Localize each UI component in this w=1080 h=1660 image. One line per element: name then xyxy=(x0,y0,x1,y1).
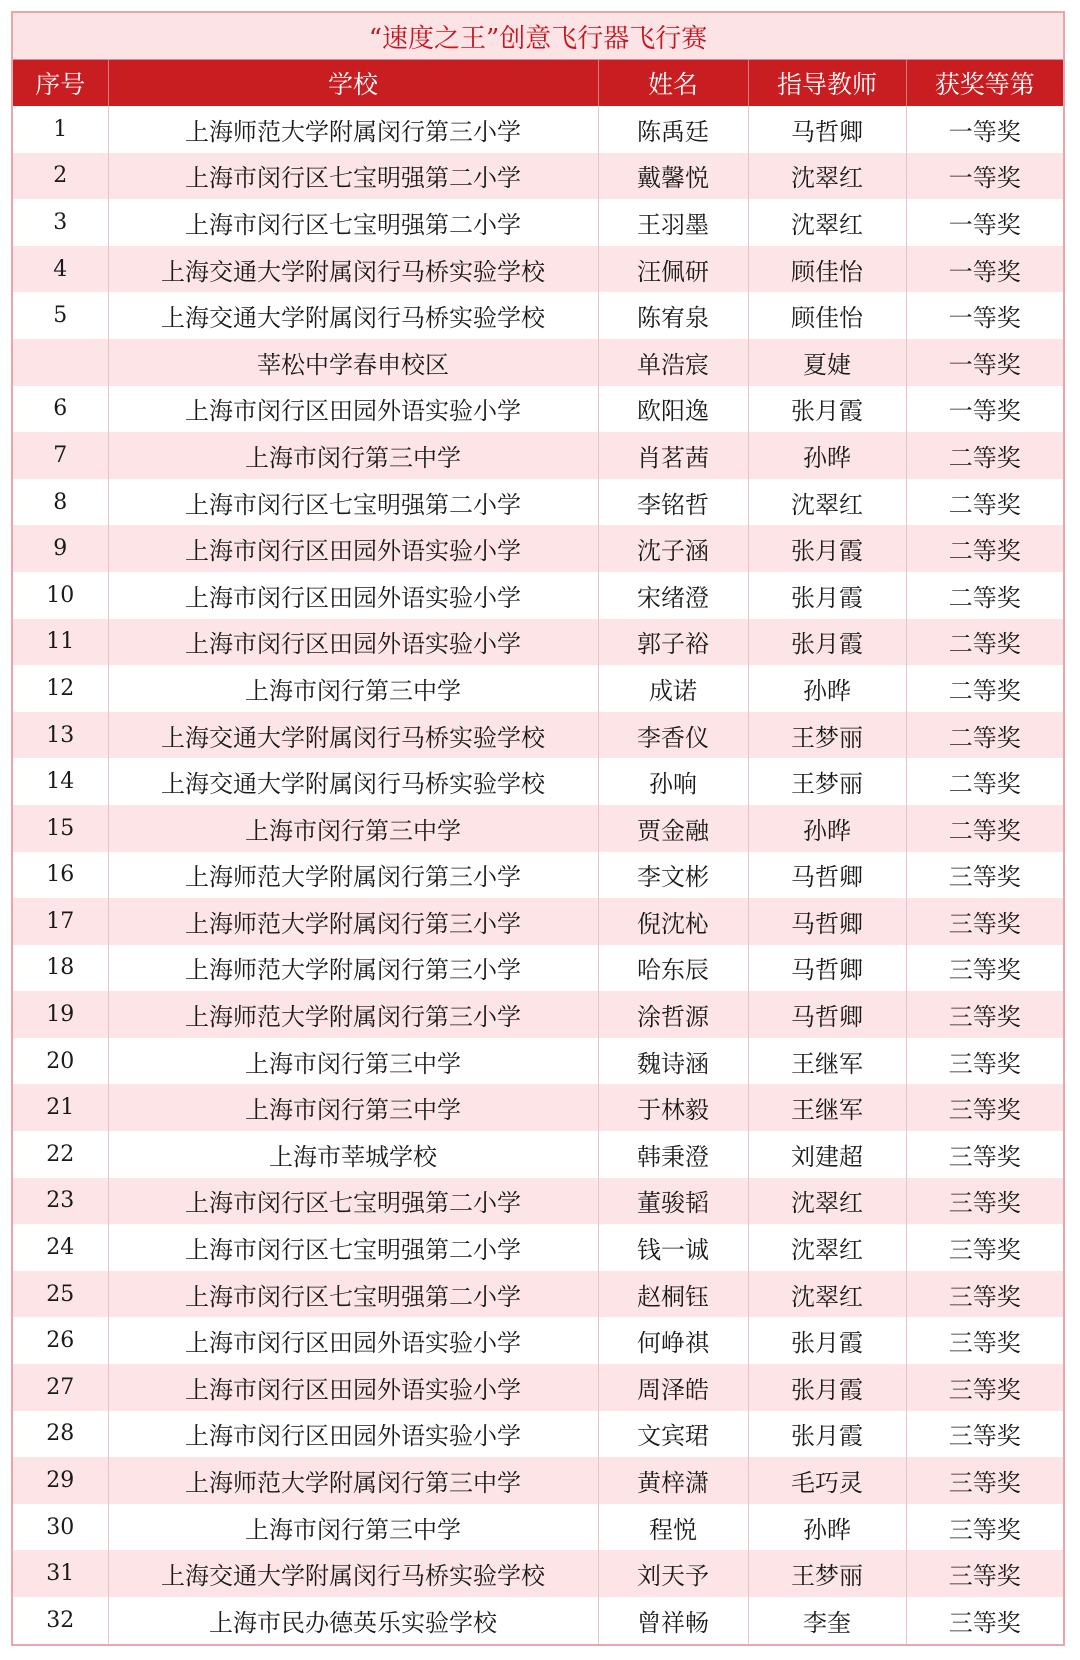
cell-school: 上海市闵行区七宝明强第二小学 xyxy=(108,153,598,200)
cell-seq: 4 xyxy=(12,246,108,293)
cell-seq: 3 xyxy=(12,199,108,246)
cell-award: 二等奖 xyxy=(906,758,1064,805)
table-row xyxy=(12,665,1064,712)
cell-school: 上海市闵行区田园外语实验小学 xyxy=(108,1317,598,1364)
cell-award: 二等奖 xyxy=(906,525,1064,572)
cell-seq: 32 xyxy=(12,1597,108,1645)
cell-seq: 21 xyxy=(12,1084,108,1131)
table-title: “速度之王”创意飞行器飞行赛 xyxy=(12,12,1064,60)
table-row xyxy=(12,339,1064,386)
cell-school: 上海师范大学附属闵行第三小学 xyxy=(108,898,598,945)
cell-school: 上海市莘城学校 xyxy=(108,1131,598,1178)
cell-award: 三等奖 xyxy=(906,1317,1064,1364)
cell-school: 上海市闵行区七宝明强第二小学 xyxy=(108,1178,598,1225)
cell-teacher: 马哲卿 xyxy=(748,106,906,153)
cell-student-name: 韩秉澄 xyxy=(598,1131,748,1178)
cell-teacher: 沈翠红 xyxy=(748,479,906,526)
cell-teacher: 张月霞 xyxy=(748,1364,906,1411)
cell-award: 一等奖 xyxy=(906,386,1064,433)
table-row xyxy=(12,712,1064,759)
header-row xyxy=(12,60,1064,107)
cell-student-name: 孙响 xyxy=(598,758,748,805)
cell-school: 上海市闵行第三中学 xyxy=(108,665,598,712)
cell-seq: 27 xyxy=(12,1364,108,1411)
table-row xyxy=(12,898,1064,945)
cell-award: 一等奖 xyxy=(906,199,1064,246)
table-row xyxy=(12,1271,1064,1318)
cell-award: 三等奖 xyxy=(906,1364,1064,1411)
cell-award: 三等奖 xyxy=(906,852,1064,899)
cell-teacher: 李奎 xyxy=(748,1597,906,1645)
cell-school: 上海市闵行区田园外语实验小学 xyxy=(108,386,598,433)
header-award: 获奖等第 xyxy=(906,60,1064,107)
header-teacher: 指导教师 xyxy=(748,60,906,107)
table-row xyxy=(12,525,1064,572)
cell-award: 三等奖 xyxy=(906,1597,1064,1645)
table-row xyxy=(12,1504,1064,1551)
cell-student-name: 哈东辰 xyxy=(598,945,748,992)
cell-student-name: 倪沈杺 xyxy=(598,898,748,945)
cell-seq: 12 xyxy=(12,665,108,712)
cell-seq: 30 xyxy=(12,1504,108,1551)
cell-student-name: 戴馨悦 xyxy=(598,153,748,200)
cell-school: 上海市民办德英乐实验学校 xyxy=(108,1597,598,1645)
cell-teacher: 张月霞 xyxy=(748,1411,906,1458)
cell-seq: 17 xyxy=(12,898,108,945)
cell-teacher: 马哲卿 xyxy=(748,945,906,992)
cell-school: 上海市闵行第三中学 xyxy=(108,432,598,479)
cell-teacher: 王梦丽 xyxy=(748,1550,906,1597)
cell-seq: 22 xyxy=(12,1131,108,1178)
cell-seq: 20 xyxy=(12,1038,108,1085)
table-row xyxy=(12,1224,1064,1271)
cell-student-name: 成诺 xyxy=(598,665,748,712)
cell-school: 上海师范大学附属闵行第三小学 xyxy=(108,106,598,153)
cell-student-name: 何峥祺 xyxy=(598,1317,748,1364)
cell-school: 上海师范大学附属闵行第三小学 xyxy=(108,945,598,992)
cell-award: 二等奖 xyxy=(906,712,1064,759)
table-row xyxy=(12,199,1064,246)
cell-teacher: 张月霞 xyxy=(748,572,906,619)
table-row xyxy=(12,991,1064,1038)
cell-award: 一等奖 xyxy=(906,153,1064,200)
cell-student-name: 李香仪 xyxy=(598,712,748,759)
cell-seq: 13 xyxy=(12,712,108,759)
cell-award: 三等奖 xyxy=(906,1038,1064,1085)
cell-teacher: 刘建超 xyxy=(748,1131,906,1178)
cell-teacher: 王梦丽 xyxy=(748,758,906,805)
cell-award: 二等奖 xyxy=(906,479,1064,526)
cell-school: 上海师范大学附属闵行第三小学 xyxy=(108,991,598,1038)
cell-student-name: 李文彬 xyxy=(598,852,748,899)
cell-student-name: 王羽墨 xyxy=(598,199,748,246)
table-row xyxy=(12,479,1064,526)
table-row xyxy=(12,619,1064,666)
cell-student-name: 董骏韬 xyxy=(598,1178,748,1225)
table-row xyxy=(12,805,1064,852)
cell-teacher: 王继军 xyxy=(748,1038,906,1085)
cell-teacher: 马哲卿 xyxy=(748,991,906,1038)
cell-school: 上海市闵行区七宝明强第二小学 xyxy=(108,1224,598,1271)
cell-award: 二等奖 xyxy=(906,432,1064,479)
table-row xyxy=(12,432,1064,479)
cell-award: 一等奖 xyxy=(906,339,1064,386)
cell-teacher: 孙晔 xyxy=(748,1504,906,1551)
table-row xyxy=(12,1364,1064,1411)
cell-teacher: 沈翠红 xyxy=(748,1224,906,1271)
cell-seq: 29 xyxy=(12,1457,108,1504)
table-row xyxy=(12,758,1064,805)
cell-school: 上海市闵行第三中学 xyxy=(108,1084,598,1131)
cell-teacher: 张月霞 xyxy=(748,619,906,666)
cell-teacher: 毛巧灵 xyxy=(748,1457,906,1504)
cell-seq: 24 xyxy=(12,1224,108,1271)
cell-seq: 9 xyxy=(12,525,108,572)
table-row xyxy=(12,1457,1064,1504)
cell-student-name: 沈子涵 xyxy=(598,525,748,572)
table-row xyxy=(12,852,1064,899)
cell-student-name: 李铭哲 xyxy=(598,479,748,526)
cell-award: 三等奖 xyxy=(906,1457,1064,1504)
cell-school: 上海市闵行区田园外语实验小学 xyxy=(108,525,598,572)
table-body xyxy=(12,106,1064,1645)
cell-award: 二等奖 xyxy=(906,572,1064,619)
cell-student-name: 赵桐钰 xyxy=(598,1271,748,1318)
cell-seq: 19 xyxy=(12,991,108,1038)
cell-award: 三等奖 xyxy=(906,1178,1064,1225)
table-row xyxy=(12,1084,1064,1131)
table-row xyxy=(12,153,1064,200)
cell-seq: 5 xyxy=(12,292,108,339)
cell-student-name: 涂哲源 xyxy=(598,991,748,1038)
cell-award: 一等奖 xyxy=(906,106,1064,153)
table-row xyxy=(12,1317,1064,1364)
cell-school: 上海交通大学附属闵行马桥实验学校 xyxy=(108,758,598,805)
cell-school: 上海师范大学附属闵行第三中学 xyxy=(108,1457,598,1504)
cell-student-name: 刘天予 xyxy=(598,1550,748,1597)
cell-award: 二等奖 xyxy=(906,619,1064,666)
cell-award: 三等奖 xyxy=(906,1131,1064,1178)
cell-school: 上海市闵行区田园外语实验小学 xyxy=(108,1364,598,1411)
cell-teacher: 张月霞 xyxy=(748,386,906,433)
cell-seq: 6 xyxy=(12,386,108,433)
table-row xyxy=(12,106,1064,153)
table-row xyxy=(12,246,1064,293)
cell-seq: 11 xyxy=(12,619,108,666)
cell-teacher: 沈翠红 xyxy=(748,1178,906,1225)
cell-seq: 7 xyxy=(12,432,108,479)
award-table xyxy=(11,11,1065,1646)
cell-award: 三等奖 xyxy=(906,1271,1064,1318)
cell-student-name: 欧阳逸 xyxy=(598,386,748,433)
cell-student-name: 黄梓潇 xyxy=(598,1457,748,1504)
cell-school: 上海市闵行区七宝明强第二小学 xyxy=(108,199,598,246)
cell-teacher: 孙晔 xyxy=(748,805,906,852)
cell-award: 三等奖 xyxy=(906,1084,1064,1131)
cell-school: 上海市闵行第三中学 xyxy=(108,1504,598,1551)
award-list-sheet xyxy=(11,11,1063,1646)
cell-seq: 23 xyxy=(12,1178,108,1225)
cell-teacher: 孙晔 xyxy=(748,665,906,712)
title-row xyxy=(12,12,1064,60)
cell-teacher: 沈翠红 xyxy=(748,153,906,200)
cell-school: 上海市闵行区七宝明强第二小学 xyxy=(108,1271,598,1318)
cell-award: 三等奖 xyxy=(906,945,1064,992)
cell-award: 一等奖 xyxy=(906,246,1064,293)
cell-student-name: 陈宥泉 xyxy=(598,292,748,339)
cell-award: 一等奖 xyxy=(906,292,1064,339)
cell-student-name: 陈禹廷 xyxy=(598,106,748,153)
table-row xyxy=(12,1178,1064,1225)
cell-school: 上海交通大学附属闵行马桥实验学校 xyxy=(108,292,598,339)
cell-student-name: 汪佩研 xyxy=(598,246,748,293)
header-name: 姓名 xyxy=(598,60,748,107)
cell-school: 上海师范大学附属闵行第三小学 xyxy=(108,852,598,899)
cell-seq: 26 xyxy=(12,1317,108,1364)
cell-student-name: 文宾珺 xyxy=(598,1411,748,1458)
header-school: 学校 xyxy=(108,60,598,107)
cell-seq: 25 xyxy=(12,1271,108,1318)
cell-award: 三等奖 xyxy=(906,1224,1064,1271)
cell-teacher: 沈翠红 xyxy=(748,199,906,246)
cell-student-name: 宋绪澄 xyxy=(598,572,748,619)
table-row xyxy=(12,1038,1064,1085)
cell-award: 三等奖 xyxy=(906,1411,1064,1458)
cell-teacher: 马哲卿 xyxy=(748,898,906,945)
cell-student-name: 钱一诚 xyxy=(598,1224,748,1271)
cell-student-name: 肖茗茜 xyxy=(598,432,748,479)
cell-seq: 10 xyxy=(12,572,108,619)
cell-student-name: 周泽皓 xyxy=(598,1364,748,1411)
cell-student-name: 于林毅 xyxy=(598,1084,748,1131)
cell-teacher: 马哲卿 xyxy=(748,852,906,899)
cell-teacher: 顾佳怡 xyxy=(748,246,906,293)
cell-award: 二等奖 xyxy=(906,665,1064,712)
cell-school: 上海交通大学附属闵行马桥实验学校 xyxy=(108,1550,598,1597)
cell-seq: 15 xyxy=(12,805,108,852)
cell-award: 三等奖 xyxy=(906,1504,1064,1551)
cell-school: 上海市闵行区田园外语实验小学 xyxy=(108,619,598,666)
cell-teacher: 张月霞 xyxy=(748,525,906,572)
cell-student-name: 魏诗涵 xyxy=(598,1038,748,1085)
header-seq: 序号 xyxy=(12,60,108,107)
cell-award: 三等奖 xyxy=(906,898,1064,945)
table-row xyxy=(12,1131,1064,1178)
cell-teacher: 张月霞 xyxy=(748,1317,906,1364)
cell-student-name: 郭子裕 xyxy=(598,619,748,666)
table-row xyxy=(12,1597,1064,1645)
cell-school: 上海交通大学附属闵行马桥实验学校 xyxy=(108,246,598,293)
cell-student-name: 单浩宸 xyxy=(598,339,748,386)
cell-teacher: 沈翠红 xyxy=(748,1271,906,1318)
cell-teacher: 顾佳怡 xyxy=(748,292,906,339)
cell-school: 上海市闵行第三中学 xyxy=(108,1038,598,1085)
cell-seq: 31 xyxy=(12,1550,108,1597)
table-row xyxy=(12,945,1064,992)
table-row xyxy=(12,1411,1064,1458)
table-row xyxy=(12,1550,1064,1597)
table-row xyxy=(12,572,1064,619)
cell-seq: 28 xyxy=(12,1411,108,1458)
cell-award: 三等奖 xyxy=(906,1550,1064,1597)
cell-school: 上海市闵行第三中学 xyxy=(108,805,598,852)
cell-school: 莘松中学春申校区 xyxy=(108,339,598,386)
cell-teacher: 王继军 xyxy=(748,1084,906,1131)
cell-student-name: 程悦 xyxy=(598,1504,748,1551)
cell-school: 上海市闵行区田园外语实验小学 xyxy=(108,1411,598,1458)
cell-seq: 8 xyxy=(12,479,108,526)
table-row xyxy=(12,292,1064,339)
cell-seq: 18 xyxy=(12,945,108,992)
table-row xyxy=(12,386,1064,433)
cell-seq: 16 xyxy=(12,852,108,899)
cell-student-name: 贾金融 xyxy=(598,805,748,852)
cell-school: 上海市闵行区七宝明强第二小学 xyxy=(108,479,598,526)
cell-seq: 2 xyxy=(12,153,108,200)
cell-seq xyxy=(12,339,108,386)
cell-student-name: 曾祥畅 xyxy=(598,1597,748,1645)
cell-award: 二等奖 xyxy=(906,805,1064,852)
cell-seq: 1 xyxy=(12,106,108,153)
cell-award: 三等奖 xyxy=(906,991,1064,1038)
cell-seq: 14 xyxy=(12,758,108,805)
cell-school: 上海交通大学附属闵行马桥实验学校 xyxy=(108,712,598,759)
cell-teacher: 孙晔 xyxy=(748,432,906,479)
cell-teacher: 王梦丽 xyxy=(748,712,906,759)
cell-school: 上海市闵行区田园外语实验小学 xyxy=(108,572,598,619)
cell-teacher: 夏婕 xyxy=(748,339,906,386)
